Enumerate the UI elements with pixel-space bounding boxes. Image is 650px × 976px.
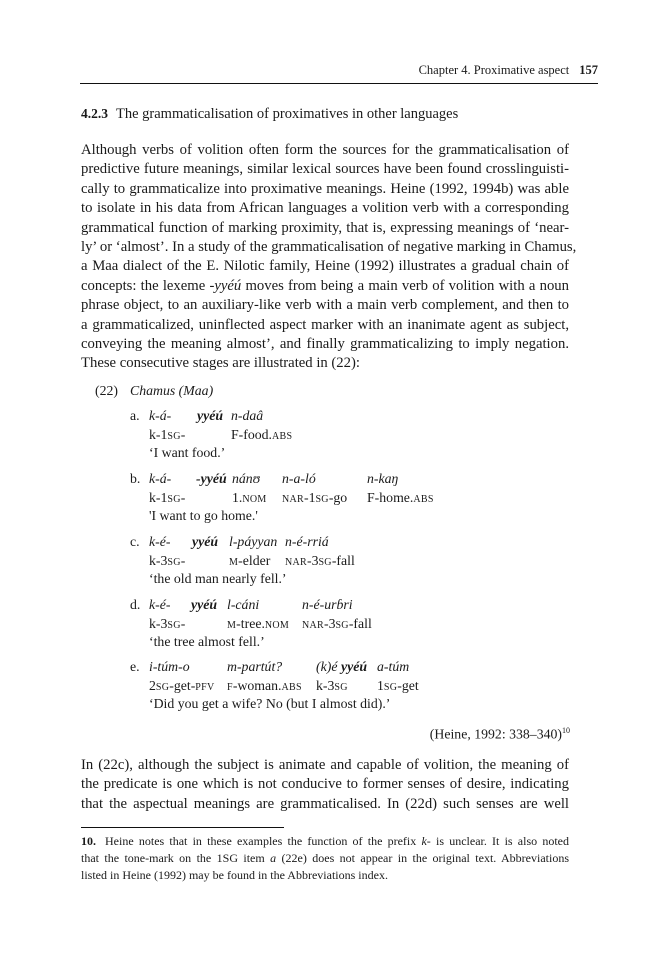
item-label: d. [130, 597, 141, 612]
word: i-túm-o [149, 659, 190, 674]
word: n-daâ [231, 408, 264, 423]
gloss: k-1sg- [149, 427, 186, 442]
paragraph-1 [81, 141, 577, 374]
text-line: These consecutive stages are illustrated in (22): [81, 355, 360, 372]
text-line: conveying the meaning almost’, and finally grammaticalizing to imply negation. [81, 335, 569, 352]
word: l-páyyan [229, 534, 278, 549]
page-number: 157 [579, 63, 598, 77]
gloss: m-elder [229, 553, 271, 568]
item-label: e. [130, 659, 140, 674]
footnote-line: that the tone-mark on the 1SG item a (22e) does not appear in the original text. Abbreviations [81, 850, 570, 865]
translation: ‘I want food.’ [149, 445, 226, 460]
word-yyeu: yyéú [341, 659, 368, 674]
word-yyeu: yyéú [191, 597, 218, 612]
chapter-title: Chapter 4. Proximative aspect [418, 63, 570, 77]
footnote-10 [81, 833, 569, 883]
running-head [80, 63, 598, 78]
text-line: that the aspectual meanings are grammaticalised. In (22d) such senses are well [81, 795, 569, 812]
gloss: f-woman.abs [227, 678, 302, 693]
word: k-é- [149, 534, 171, 549]
footnote-ref[interactable]: 10 [562, 726, 570, 735]
translation: ‘Did you get a wife? No (but I almost did).’ [149, 696, 391, 711]
word: n-kaŋ [367, 471, 399, 486]
gloss: nar-3sg-fall [302, 616, 372, 631]
gloss: k-3sg- [149, 553, 186, 568]
word: k-é- [149, 597, 171, 612]
text-run: moves from being a main verb of volition with a noun [241, 277, 569, 294]
example-source: (Heine, 1992: 338–340)$^{10}$ [429, 726, 570, 742]
footnote-number: 10. [81, 834, 96, 848]
word: m-partút? [227, 659, 283, 674]
text-line: to isolate in his data from African languages a volition verb with a corresponding [81, 200, 569, 217]
footnote-line: 10. Heine notes that in these examples the function of the prefix k- is unclear. It is also noted [81, 834, 569, 848]
word-yyeu: -yyéú [196, 471, 227, 486]
translation: ‘the old man nearly fell.’ [149, 571, 287, 586]
text-line: ly’ or ‘almost’. In a study of the grammaticalisation of negative marking in Chamus, [81, 238, 577, 255]
text-line: cally to grammaticalize into proximative meanings. Heine (1992, 1994b) was able [81, 180, 569, 197]
gloss: 1.nom [232, 490, 267, 505]
gloss: k-3sg- [149, 616, 186, 631]
section-heading [81, 106, 458, 123]
word-yyeu: yyéú [192, 534, 219, 549]
gloss: k-1sg- [149, 490, 186, 505]
example-language: Chamus (Maa) [130, 383, 214, 398]
word: n-é-urɓri [302, 597, 353, 612]
translation: 'I want to go home.' [149, 508, 258, 523]
text-line: phrase object, to an auxiliary-like verb with a main verb complement, and then to [81, 297, 569, 314]
section-number: 4.2.3 [81, 106, 108, 121]
word: l-cáni [227, 597, 260, 612]
word: a-túm [377, 659, 410, 674]
text-line: Although verbs of volition often form the sources for the grammaticalisation of [81, 142, 569, 158]
word: nánʊ [232, 471, 260, 486]
item-label: b. [130, 471, 141, 486]
item-label: a. [130, 408, 140, 423]
word: k-á- [149, 471, 172, 486]
gloss: k-3sg [316, 678, 348, 693]
footnote-line: listed in Heine (1992) may be found in the Abbreviations index. [81, 867, 388, 882]
text-run: concepts: the lexeme [81, 277, 210, 294]
translation: ‘the tree almost fell.’ [149, 634, 265, 649]
header-rule [80, 83, 598, 84]
gloss: 2sg-get-pfv [149, 678, 215, 693]
word: n-a-ló [282, 471, 316, 486]
text-line: predictive future meanings, similar lexical sources have been found crosslinguisti- [81, 161, 569, 178]
section-title: The grammaticalisation of proximatives in other languages [116, 106, 459, 122]
word: k-á- [149, 408, 172, 423]
item-label: c. [130, 534, 140, 549]
gloss: nar-1sg-go [282, 490, 348, 505]
lexeme: -yyéú [209, 277, 242, 294]
paragraph-2 [81, 756, 569, 814]
word-yyeu: yyéú [197, 408, 224, 423]
gloss: m-tree.nom [227, 616, 290, 631]
text-line [81, 277, 569, 296]
word: (k)é [316, 659, 338, 674]
word: n-é-rriá [285, 534, 329, 549]
text-line: a grammaticalized, uninflected aspect marker with an inanimate agent as subject, [81, 316, 569, 333]
example-number: (22) [95, 383, 118, 398]
gloss: 1sg-get [377, 678, 419, 693]
gloss: F-food.abs [231, 427, 293, 442]
text-line: the predicate is one which is not conducive to former senses of desire, indicating [81, 776, 569, 793]
text-line: In (22c), although the subject is animate and capable of volition, the meaning of [81, 757, 569, 773]
gloss: nar-3sg-fall [285, 553, 355, 568]
text-line: grammatical function of marking proximity, that is, expressing meanings of ‘near- [81, 219, 569, 236]
gloss: F-home.abs [367, 490, 434, 505]
footnote-rule [81, 827, 284, 828]
text-line: a Maa dialect of the E. Nilotic family, Heine (1992) illustrates a gradual chain of [81, 258, 569, 275]
